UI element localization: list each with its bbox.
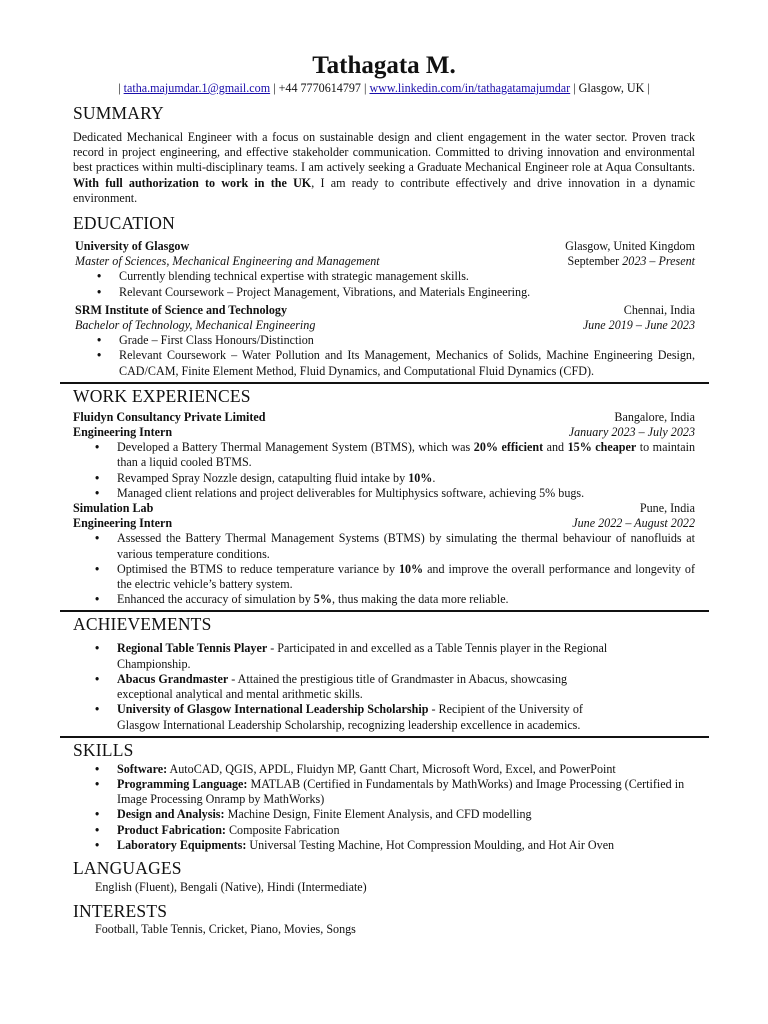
interests-heading: INTERESTS <box>73 901 168 922</box>
bullet-text: Revamped Spray Nozzle design, catapulting fluid intake by <box>117 470 409 485</box>
dates-italic: June 2019 – June 2023 <box>582 318 695 333</box>
bullet-list <box>75 333 695 379</box>
bullet-text: and <box>543 440 568 455</box>
skill-label: Design and Analysis: <box>117 807 225 822</box>
summary-text-b: , I am ready to contribute effectively and drive innovation in a dynamic environment. <box>73 175 695 205</box>
education-dates <box>583 318 695 333</box>
skill-label: Product Fabrication: <box>117 822 226 837</box>
bullet-bold: 10% <box>398 561 424 576</box>
contact-line <box>65 81 703 96</box>
list-item: • Grade – First Class Honours/Distinction <box>119 333 695 348</box>
list-item <box>117 471 695 486</box>
education-row <box>75 239 695 254</box>
list-item <box>117 672 611 702</box>
skill-text: Universal Testing Machine, Hot Compression Moulding, and Hot Air Oven <box>246 837 615 852</box>
email-link[interactable]: tatha.majumdar.1@gmail.com <box>123 81 271 95</box>
job-row <box>73 410 695 425</box>
achievement-title: University of Glasgow International Leadership Scholarship <box>117 702 429 717</box>
bullet-bold: 5% <box>313 592 332 607</box>
skills-list <box>73 762 695 853</box>
list-item <box>117 807 695 822</box>
skill-label: Laboratory Equipments: <box>117 837 247 852</box>
job-entry <box>73 501 695 607</box>
bullet-list <box>73 440 695 501</box>
bullet-bold: 15% cheaper <box>567 440 637 455</box>
job-role: Engineering Intern <box>73 425 173 440</box>
list-item <box>117 641 611 671</box>
school-name: University of Glasgow <box>75 239 190 254</box>
skill-label: Software: <box>117 761 168 776</box>
bullet-text: Enhanced the accuracy of simulation by <box>117 592 314 607</box>
bullet-bold: 10% <box>408 470 433 485</box>
bullet-list <box>73 531 695 607</box>
languages-text: English (Fluent), Bengali (Native), Hindi (Intermediate) <box>95 879 367 894</box>
section-divider <box>60 736 709 738</box>
achievements-heading: ACHIEVEMENTS <box>73 614 212 635</box>
candidate-name: Tathagata M. <box>312 52 456 79</box>
school-location: Chennai, India <box>623 302 695 317</box>
bullet-text: Developed a Battery Thermal Management System (BTMS), which was <box>117 440 474 455</box>
education-dates <box>567 254 695 269</box>
contact-sep: | <box>118 81 124 95</box>
bullet-text: to maintain than a liquid cooled BTMS. <box>117 440 696 470</box>
achievement-text: - Recipient of the University of Glasgow International Leadership Scholarship, recognizing leadership excellence in academics. <box>117 702 583 732</box>
job-dates: January 2023 – July 2023 <box>568 425 695 440</box>
summary-heading: SUMMARY <box>73 103 164 123</box>
job-row <box>73 501 695 516</box>
list-item: • Relevant Coursework – Water Pollution and Its Management, Mechanics of Solids, Machine Engineering Design, CAD/CAM, Finite Element Method, Fluid Dynamics, and Computational Fluid Dynamics (CFD). <box>119 348 695 378</box>
education-entry <box>73 239 695 300</box>
job-row <box>73 516 695 531</box>
company-name: Fluidyn Consultancy Private Limited <box>73 409 266 424</box>
list-item: • Assessed the Battery Thermal Management Systems (BTMS) by simulating the thermal behaviour of nanofluids at various temperature conditions. <box>117 531 695 561</box>
school-location: Glasgow, United Kingdom <box>565 239 695 254</box>
degree-name: Master of Sciences, Mechanical Engineering and Management <box>75 254 380 269</box>
list-item <box>117 562 695 592</box>
dates-plain: September <box>567 254 623 269</box>
skill-text: Machine Design, Finite Element Analysis, and CFD modelling <box>224 807 532 822</box>
job-role: Engineering Intern <box>73 516 173 531</box>
languages-heading: LANGUAGES <box>73 857 182 878</box>
phone-text: | +44 7770614797 | <box>270 81 370 95</box>
achievements-list <box>73 641 695 732</box>
achievement-title: Abacus Grandmaster <box>117 671 229 686</box>
education-row <box>75 303 695 318</box>
job-location: Bangalore, India <box>614 409 695 424</box>
list-item <box>117 702 611 732</box>
summary-text <box>73 130 695 206</box>
job-entry <box>73 410 695 501</box>
list-item <box>117 838 695 853</box>
degree-name: Bachelor of Technology, Mechanical Engineering <box>75 318 316 333</box>
bullet-list <box>75 269 695 299</box>
summary-text-a: Dedicated Mechanical Engineer with a focus on sustainable design and client engagement in the water sector. Proven track record in project engineering, and effective stakeholder communication. Committed to driving innovation and environmental best practices within multi-disciplinary teams. I am actively seeking a Graduate Mechanical Engineer role at Aqua Consultants. <box>73 130 695 175</box>
section-divider <box>60 382 709 384</box>
list-item <box>117 440 695 470</box>
school-name: SRM Institute of Science and Technology <box>75 302 287 317</box>
list-item <box>117 762 695 777</box>
education-heading: EDUCATION <box>73 213 175 234</box>
list-item <box>117 823 695 838</box>
skill-text: MATLAB (Certified in Fundamentals by MathWorks) and Image Processing (Certified in Image Processing Onramp by MathWorks) <box>117 776 685 807</box>
skill-text: Composite Fabrication <box>225 822 340 837</box>
achievement-title: Regional Table Tennis Player <box>117 641 268 656</box>
section-divider <box>60 610 709 612</box>
achievement-text: - Participated in and excelled as a Table Tennis player in the Regional Championship. <box>117 641 608 671</box>
job-location: Pune, India <box>639 501 695 516</box>
list-item <box>117 777 695 807</box>
company-name: Simulation Lab <box>73 501 154 516</box>
summary-text-bold: With full authorization to work in the UK <box>73 175 312 190</box>
interests-text: Football, Table Tennis, Cricket, Piano, Movies, Songs <box>95 922 356 937</box>
bullet-bold: 20% efficient <box>473 440 544 455</box>
list-item: • Managed client relations and project deliverables for Multiphysics software, achieving 5% bugs. <box>117 486 695 501</box>
job-row <box>73 425 695 440</box>
achievement-text: - Attained the prestigious title of Grandmaster in Abacus, showcasing exceptional analytical and mental arithmetic skills. <box>117 671 568 702</box>
job-dates: June 2022 – August 2022 <box>572 516 695 531</box>
skill-text: AutoCAD, QGIS, APDL, Fluidyn MP, Gantt Chart, Microsoft Word, Excel, and PowerPoint <box>167 761 616 776</box>
list-item: • Relevant Coursework – Project Management, Vibrations, and Materials Engineering. <box>119 285 695 300</box>
bullet-text: Optimised the BTMS to reduce temperature variance by <box>117 561 399 576</box>
education-entry <box>73 303 695 379</box>
dates-italic: 2023 – Present <box>622 254 695 269</box>
education-row <box>75 254 695 269</box>
list-item: • Currently blending technical expertise with strategic management skills. <box>119 269 695 284</box>
work-heading: WORK EXPERIENCES <box>73 385 251 406</box>
location-text: | Glasgow, UK | <box>570 81 650 95</box>
list-item <box>117 592 695 607</box>
bullet-text: , thus making the data more reliable. <box>331 592 509 607</box>
linkedin-link[interactable]: www.linkedin.com/in/tathagatamajumdar <box>369 81 571 95</box>
bullet-text: . <box>432 470 436 485</box>
skills-heading: SKILLS <box>73 739 134 760</box>
skill-label: Programming Language: <box>117 776 248 791</box>
bullet-text: and improve the overall performance and longevity of the electric vehicle’s battery system. <box>117 561 695 592</box>
education-row <box>75 318 695 333</box>
